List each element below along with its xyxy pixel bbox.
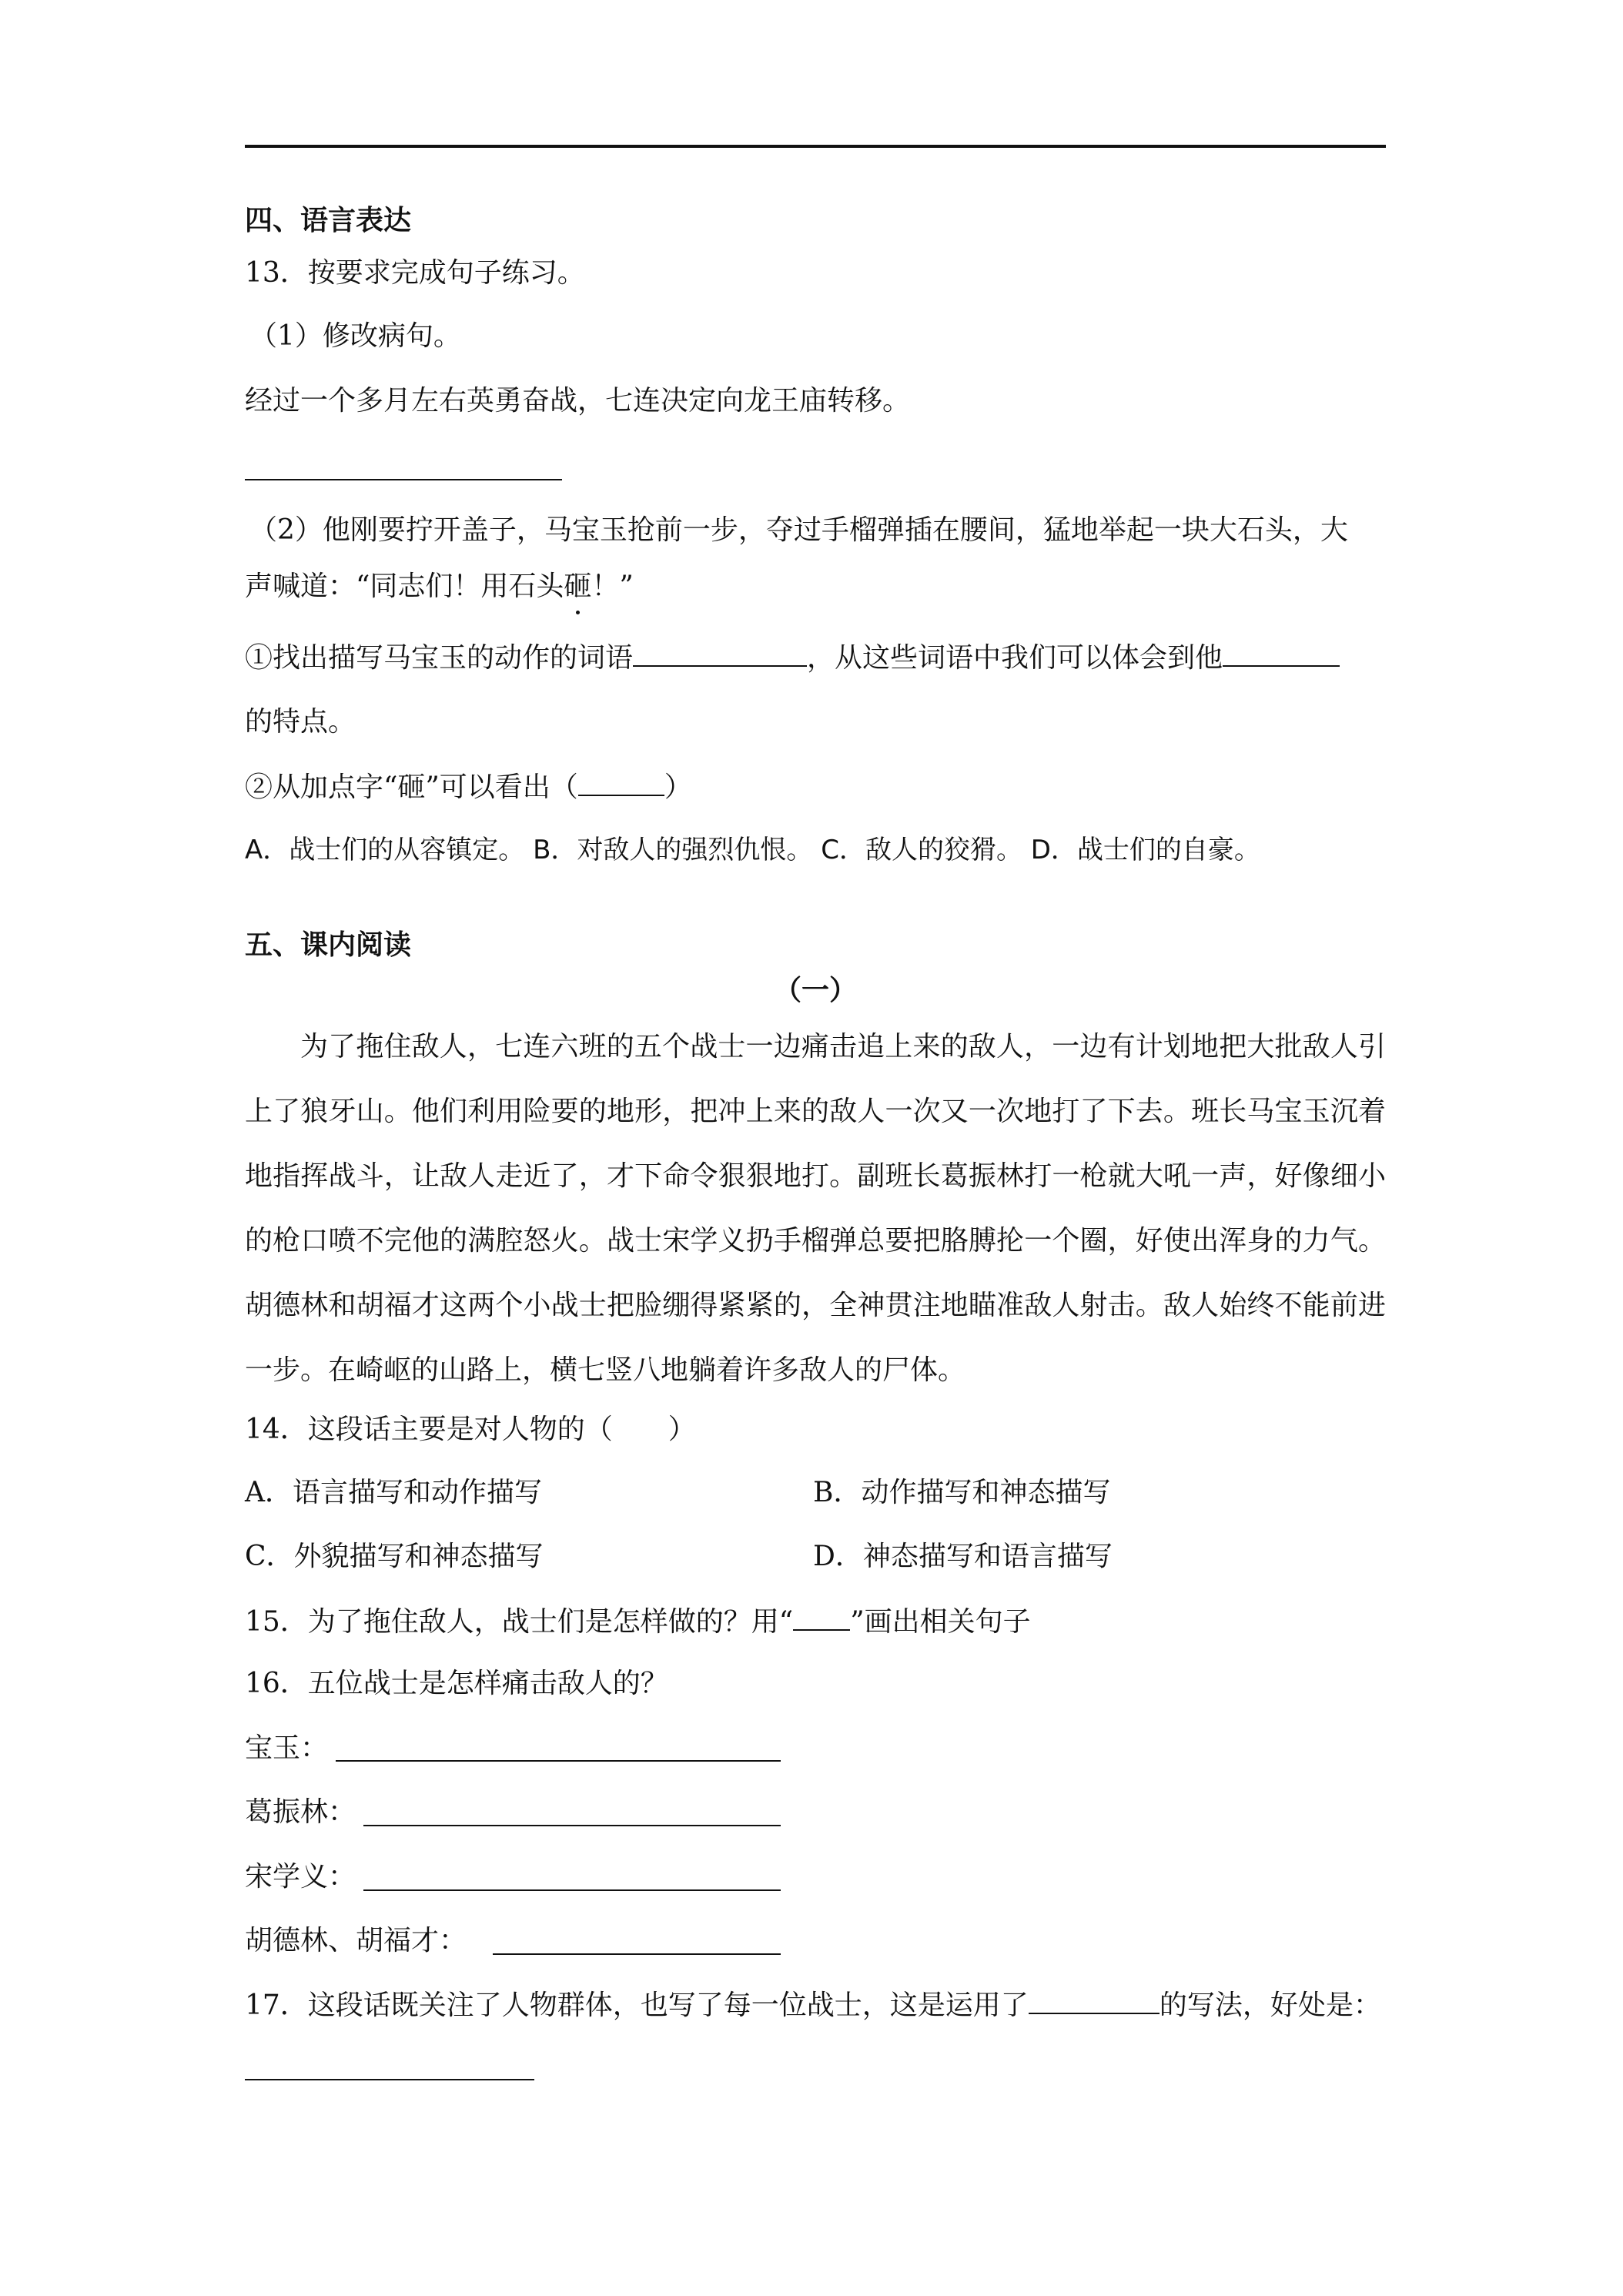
q15-underline-sample <box>793 1602 850 1631</box>
q13-sub1-sentence: 经过一个多月左右英勇奋战，七连决定向龙王庙转移。 <box>245 385 911 417</box>
q13-choices: A．战士们的从容镇定。 B．对敌人的强烈仇恨。 C．敌人的狡猾。 D．战士们的自豪。 <box>245 835 1260 865</box>
q16-row-hu: 胡德林、胡福才： <box>245 1925 467 1956</box>
q16-answer-line-4[interactable] <box>493 1953 781 1955</box>
q16-answer-line-1[interactable] <box>336 1760 781 1762</box>
emphasis-dot-char: 砸 <box>564 568 591 605</box>
q14-option-a[interactable]: A．语言描写和动作描写 <box>245 1477 542 1508</box>
q17-blank[interactable] <box>1029 1985 1160 2014</box>
section5-heading: 五、课内阅读 <box>245 929 412 961</box>
q13-q1-blank1[interactable] <box>633 638 807 667</box>
q16-answer-line-2[interactable] <box>363 1825 781 1826</box>
q16-row-baoyu: 宝玉： <box>245 1732 329 1764</box>
q13-sub2-line1: （2）他刚要拧开盖子，马宝玉抢前一步，夺过手榴弹插在腰间，猛地举起一块大石头，大 <box>249 514 1348 546</box>
section4-heading: 四、语言表达 <box>245 204 412 236</box>
q13-q1-blank2[interactable] <box>1223 638 1340 667</box>
q13-q2-blank[interactable] <box>578 767 664 796</box>
q13-q1-end: 的特点。 <box>245 706 356 738</box>
q13-sub2-line2: 声喊道：“同志们！用石头砸！” <box>245 568 634 605</box>
q16-row-song: 宋学义： <box>245 1861 356 1893</box>
q13-sub1-answer-line[interactable] <box>245 479 562 480</box>
q14-option-c[interactable]: C．外貌描写和神态描写 <box>245 1541 544 1572</box>
q14-option-b[interactable]: B．动作描写和神态描写 <box>813 1477 1111 1508</box>
q13-q2: ②从加点字“砸”可以看出（ ） <box>245 767 692 806</box>
q17: 17．这段话既关注了人物群体，也写了每一位战士，这是运用了 的写法，好处是： <box>245 1985 1381 2024</box>
q16-row-ge: 葛振林： <box>245 1796 356 1828</box>
q16-answer-line-3[interactable] <box>363 1889 781 1891</box>
q13-q1: ①找出描写马宝玉的动作的词语 ，从这些词语中我们可以体会到他 <box>245 638 1340 677</box>
passage-subtitle: （一） <box>773 974 857 1006</box>
q16-stem: 16．五位战士是怎样痛击敌人的？ <box>245 1668 668 1699</box>
header-rule <box>245 145 1386 148</box>
reading-passage: 为了拖住敌人，七连六班的五个战士一边痛击追上来的敌人，一边有计划地把大批敌人引上了狼牙山。他们利用险要的地形，把冲上来的敌人一次又一次地打了下去。班长马宝玉沉着地指挥战斗，让敌人走近了，才下命令狠狠地打。副班长葛振林打一枪就大吼一声，好像细小的枪口喷不完他的满腔怒火。战士宋学义扔手榴弹总要把胳膊抡一个圈，好使出浑身的力气。胡德林和胡福才这两个小战士把脸绷得紧紧的，全神贯注地瞄准敌人射击。敌人始终不能前进一步。在崎岖的山路上，横七竖八地躺着许多敌人的尸体。 <box>245 1031 1386 1386</box>
q13-stem: 13．按要求完成句子练习。 <box>245 257 585 289</box>
q13-sub1-label: （1）修改病句。 <box>249 320 461 352</box>
q15: 15．为了拖住敌人，战士们是怎样做的？用“ ”画出相关句子 <box>245 1602 1031 1641</box>
q14-option-d[interactable]: D．神态描写和语言描写 <box>813 1541 1113 1572</box>
q14-stem: 14．这段话主要是对人物的（ ） <box>245 1414 696 1445</box>
q17-answer-line[interactable] <box>245 2079 534 2080</box>
